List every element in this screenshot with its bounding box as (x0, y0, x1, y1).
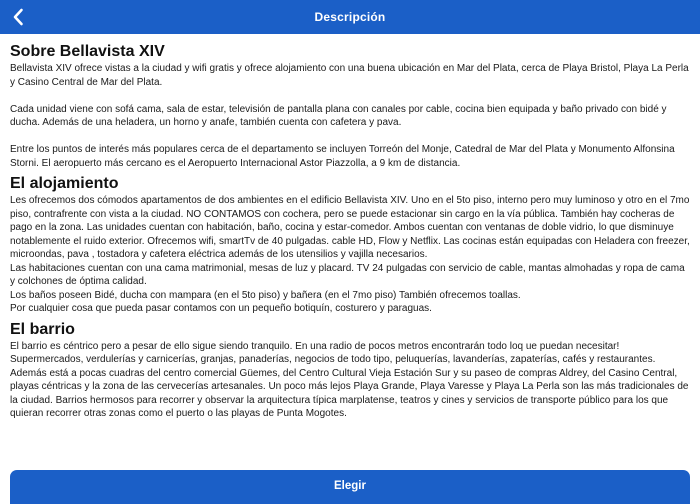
lodging-paragraph-3: Los baños poseen Bidé, ducha con mampara (en el 5to piso) y bañera (en el 7mo piso) También ofrecemos toallas. (10, 289, 521, 301)
section-title-lodging: El alojamiento (10, 175, 119, 192)
about-paragraph-2: Cada unidad viene con sofá cama, sala de estar, televisión de pantalla plana con canales por cable, cocina bien equipada y baño privado con bidé y ducha. Además de una heladera, un horno y anafe, también cuenta con cafetera y pava. (10, 103, 667, 128)
section-title-neighborhood: El barrio (10, 320, 75, 338)
top-bar (0, 0, 700, 34)
lodging-paragraph-2: Las habitaciones cuentan con una cama matrimonial, mesas de luz y placard. TV 24 pulgadas con servicio de cable, mantas almohadas y ropa de cama y colchones de óptima calidad. (10, 262, 685, 287)
page-title: Descripción (314, 10, 386, 24)
about-paragraph-3: Entre los puntos de interés más populares cerca de el departamento se incluyen Torreón del Monje, Catedral de Mar del Plata y Monumento Alfonsina Storni. El aeropuerto más cercano es el Aeropuerto Internacional Astor Piazzolla, a 9 km de distancia. (10, 144, 675, 169)
lodging-paragraph-1: Les ofrecemos dos cómodos apartamentos de dos ambientes en el edificio Bellavista XIV. Uno en el 5to piso, interno pero muy luminoso y otro en el 7mo piso, contrafrente con vista a la ciudad. NO CONTAMOS con cochera, pero se puede estacionar sin cargo en la vía pública. También hay cocheras de pago en la zona. Las unidades cuentan con habitación, baño, cocina y estar-comedor. Ambos cuentan con ventanas de doble vidrio, lo que disminuye notablemente el ruido exterior. Ofrecemos wifi, smartTv de 40 pulgadas. cable HD, Flow y Netflix. Las cocinas están equipadas con Heladera con freezer, microondas, pava , tostadora y cafetera eléctrica además de los utensilios y vajilla necesarios. (10, 195, 690, 260)
about-paragraph-1: Bellavista XIV ofrece vistas a la ciudad y wifi gratis y ofrece alojamiento con una buena ubicación en Mar del Plata, cerca de Playa Bristol, Playa La Perla y Casino Central de Mar del Plata. (10, 63, 689, 88)
lodging-paragraph-4: Por cualquier cosa que pueda pasar contamos con un pequeño botiquín, costurero y paraguas. (10, 303, 432, 314)
choose-button[interactable]: Elegir (10, 470, 690, 504)
neighborhood-paragraph-1: El barrio es céntrico pero a pesar de ello sigue siendo tranquilo. En una radio de pocos metros encontrarán todo loq ue puedan necesitar! Supermercados, verdulerías y carnicerías, granjas, panaderías, negocios de todo tipo, peluquerías, lavanderías, zapaterías, cafés y restaurantes. Además está a pocas cuadras del centro comercial Güemes, del Centro Cultural Vieja Estación Sur y su paseo de compras Aldrey, del Casino Central, playas céntricas y la zona de las cervecerías artesanales. Un poco más lejos Playa Grande, Playa Varesse y Playa La Perla son las más tradicionales de la ciudad. Barrios hermosos para recorrer y observar la arquitectura típica marplatense, teatros y cines y servicios de transporte público para los que quieran recorrer otras zonas como el puerto o las playas de Punta Mogotes. (10, 340, 689, 419)
description-content (0, 34, 700, 454)
section-title-about: Sobre Bellavista XIV (10, 43, 165, 60)
